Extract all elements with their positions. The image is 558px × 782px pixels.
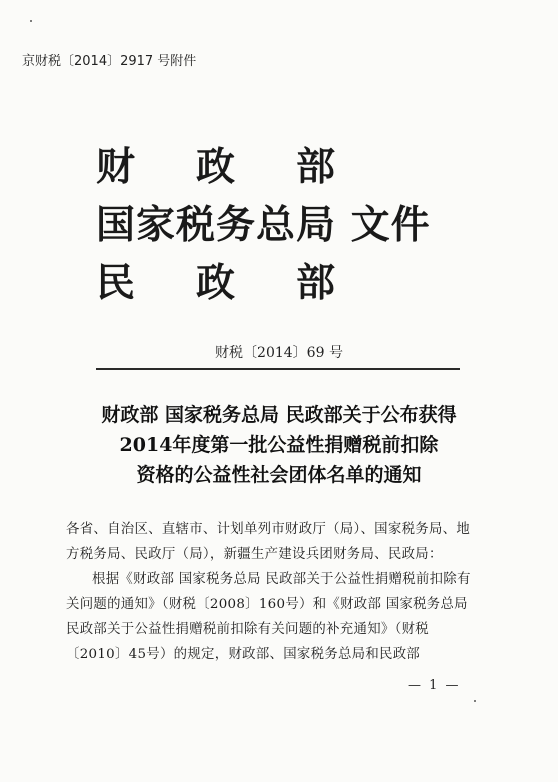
body-paragraph: 根据《财政部 国家税务总局 民政部关于公益性捐赠税前扣除有关问题的通知》（财税〔2008〕160号）和《财政部 国家税务总局 民政部关于公益性捐赠税前扣除有关问题的补充通知》（财税〔2010〕45号）的规定，财政部、国家税务总局和民政部 bbox=[66, 572, 471, 662]
scan-speck bbox=[474, 700, 476, 702]
issuer-char: 部 bbox=[296, 144, 337, 190]
attachment-label: 京财税〔2014〕2917 号附件 bbox=[22, 54, 197, 69]
issuer-char: 政 bbox=[196, 260, 237, 306]
document-body bbox=[66, 517, 474, 667]
issuer-civil-affairs bbox=[96, 254, 431, 312]
page-number: — 1 — bbox=[408, 678, 461, 693]
issuer-char: 部 bbox=[296, 260, 337, 306]
title-line: 资格的公益性社会团体名单的通知 bbox=[136, 464, 422, 486]
document-title bbox=[40, 400, 518, 490]
scan-speck bbox=[30, 20, 32, 22]
title-line: 财政部 国家税务总局 民政部关于公布获得 bbox=[101, 404, 457, 426]
issuer-char: 民 bbox=[96, 260, 137, 306]
issuer-ministry-of-finance bbox=[96, 138, 431, 196]
title-line: 2014年度第一批公益性捐赠税前扣除 bbox=[119, 434, 439, 456]
issuer-char: 政 bbox=[196, 144, 237, 190]
issuer-tax-administration: 国家税务总局 文件 bbox=[96, 202, 431, 248]
issuer-char: 财 bbox=[96, 144, 137, 190]
addressee-paragraph: 各省、自治区、直辖市、计划单列市财政厅（局）、国家税务局、地方税务局、民政厅（局），新疆生产建设兵团财务局、民政局： bbox=[66, 522, 471, 562]
header-rule bbox=[96, 368, 460, 370]
document-number: 财税〔2014〕69 号 bbox=[215, 345, 343, 361]
issuer-block bbox=[96, 138, 431, 312]
